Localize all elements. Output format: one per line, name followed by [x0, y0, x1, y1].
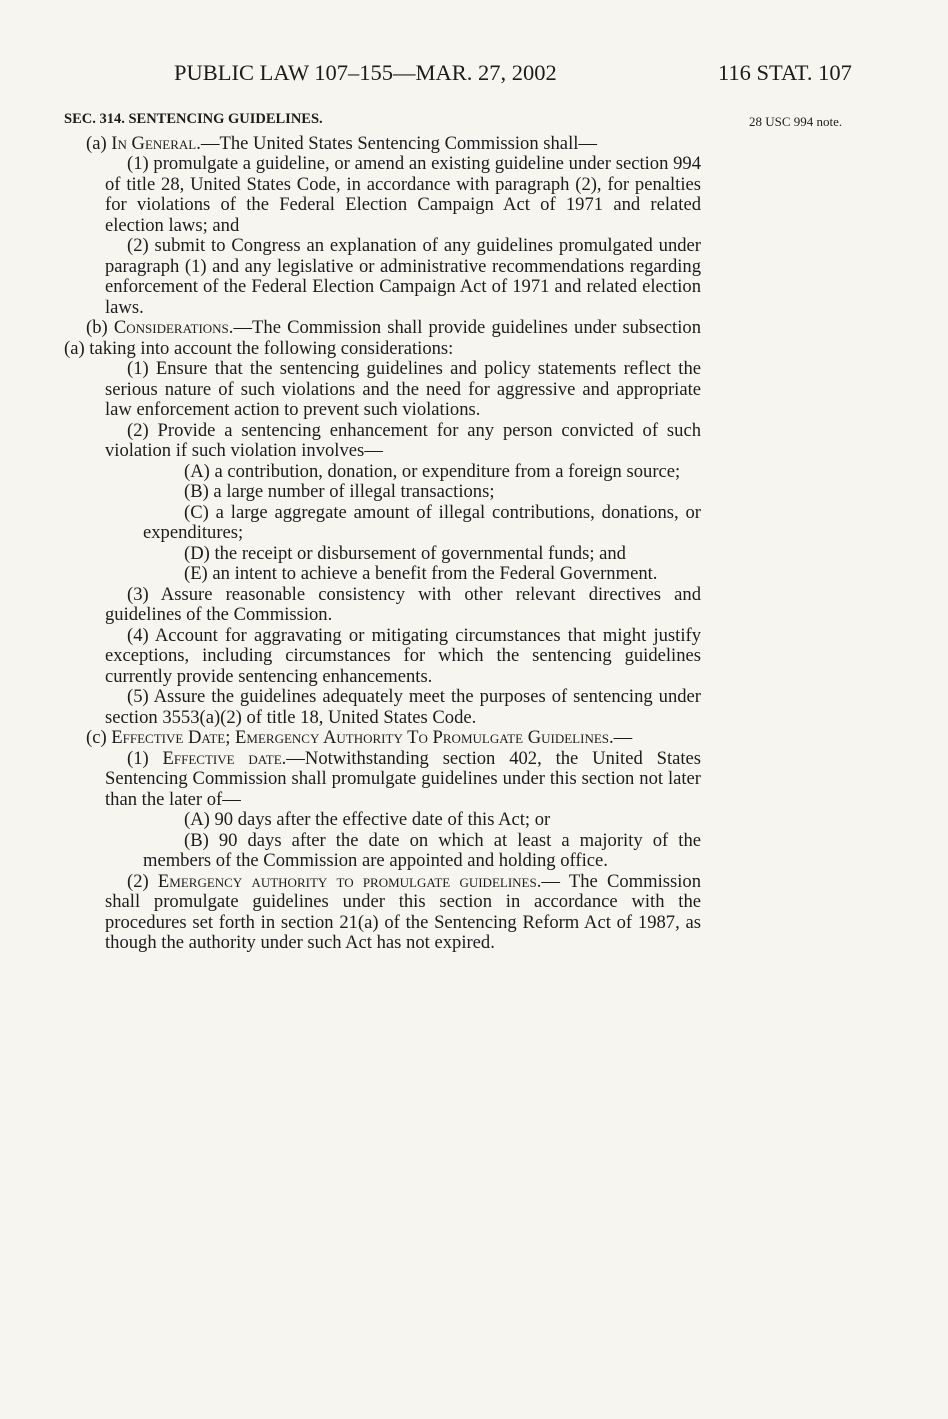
- paragraph-c-2: [64, 872, 701, 954]
- paragraph-c-2-label: (2): [127, 870, 149, 892]
- paragraph-c-1-text: —Notwithstanding section 402, the United States Sentencing Commission shall promulgate guidelines under this section not later than the later of—: [105, 747, 702, 810]
- subsection-b-caption: Considerations.: [113, 317, 234, 338]
- subsection-c-caption: Effective Date; Emergency Authority To Promulgate Guidelines.: [111, 727, 614, 748]
- subsection-a-text: —The United States Sentencing Commission shall—: [200, 132, 597, 154]
- paragraph-b-4: (4) Account for aggravating or mitigating circumstances that might justify exceptions, including circumstances for which the sentencing guidelines currently provide sentencing enhancements.: [105, 624, 701, 687]
- subsection-a-caption: In General.: [111, 132, 201, 154]
- public-law-title: PUBLIC LAW 107–155—MAR. 27, 2002: [174, 60, 557, 85]
- statute-page-number: 116 STAT. 107: [718, 60, 852, 85]
- subparagraph-b-2-B: (B) a large number of illegal transactions;: [184, 481, 495, 502]
- subsection-b-text: —The Commission shall provide guidelines under subsection (a) taking into account the following considerations:: [64, 317, 701, 359]
- subparagraph-b-2-A: (A) a contribution, donation, or expenditure from a foreign source;: [184, 460, 681, 482]
- subparagraph-b-2-C: (C) a large aggregate amount of illegal contributions, donations, or expenditures;: [143, 501, 701, 543]
- paragraph-c-1-caption: Effective date.: [162, 747, 287, 769]
- subsection-a-label: (a): [86, 132, 107, 154]
- subparagraph-c-1-A: (A) 90 days after the effective date of this Act; or: [184, 809, 551, 830]
- subsection-c: [64, 728, 701, 749]
- subsection-a: [64, 134, 701, 155]
- paragraph-c-2-text: — The Commission shall promulgate guidelines under this section in accordance with the procedures set forth in section 21(a) of the Sentencing Reform Act of 1987, as though the authority under such Act has not expired.: [105, 870, 701, 953]
- paragraph-b-3: (3) Assure reasonable consistency with other relevant directives and guidelines of the Commission.: [105, 583, 701, 625]
- subsection-c-text: —: [613, 727, 633, 748]
- subparagraph-c-1-B: (B) 90 days after the date on which at least a majority of the members of the Commission are appointed and holding office.: [143, 829, 701, 871]
- subsection-b-label: (b): [86, 317, 108, 338]
- margin-note: 28 USC 994 note.: [749, 114, 843, 129]
- subsection-b: [64, 318, 701, 359]
- subsection-c-label: (c): [86, 727, 107, 748]
- section-heading: SEC. 314. SENTENCING GUIDELINES.: [64, 111, 323, 127]
- subparagraph-b-2-E: (E) an intent to achieve a benefit from the Federal Government.: [184, 563, 658, 584]
- paragraph-c-2-caption: Emergency authority to promulgate guidelines.: [157, 870, 542, 892]
- paragraph-c-1: [64, 749, 701, 811]
- running-head: [0, 60, 948, 92]
- paragraph-a-1: (1) promulgate a guideline, or amend an existing guideline under section 994 of title 28, United States Code, in accordance with paragraph (2), for penalties for violations of the Federal Election Campaign Act of 1971 and related election laws; and: [105, 153, 701, 236]
- paragraph-b-1: (1) Ensure that the sentencing guidelines and policy statements reflect the serious nature of such violations and the need for aggressive and appropriate law enforcement action to prevent such violations.: [105, 358, 701, 420]
- document-body: [64, 109, 701, 954]
- paragraph-c-1-label: (1): [127, 747, 149, 769]
- subparagraph-b-2-D: (D) the receipt or disbursement of governmental funds; and: [184, 542, 626, 564]
- paragraph-a-2: (2) submit to Congress an explanation of any guidelines promulgated under paragraph (1) and any legislative or administrative recommendations regarding enforcement of the Federal Election Campaign Act of 1971 and related election laws.: [105, 235, 701, 318]
- paragraph-b-5: (5) Assure the guidelines adequately meet the purposes of sentencing under section 3553(a)(2) of title 18, United States Code.: [105, 686, 701, 728]
- paragraph-b-2: (2) Provide a sentencing enhancement for any person convicted of such violation if such violation involves—: [105, 419, 701, 461]
